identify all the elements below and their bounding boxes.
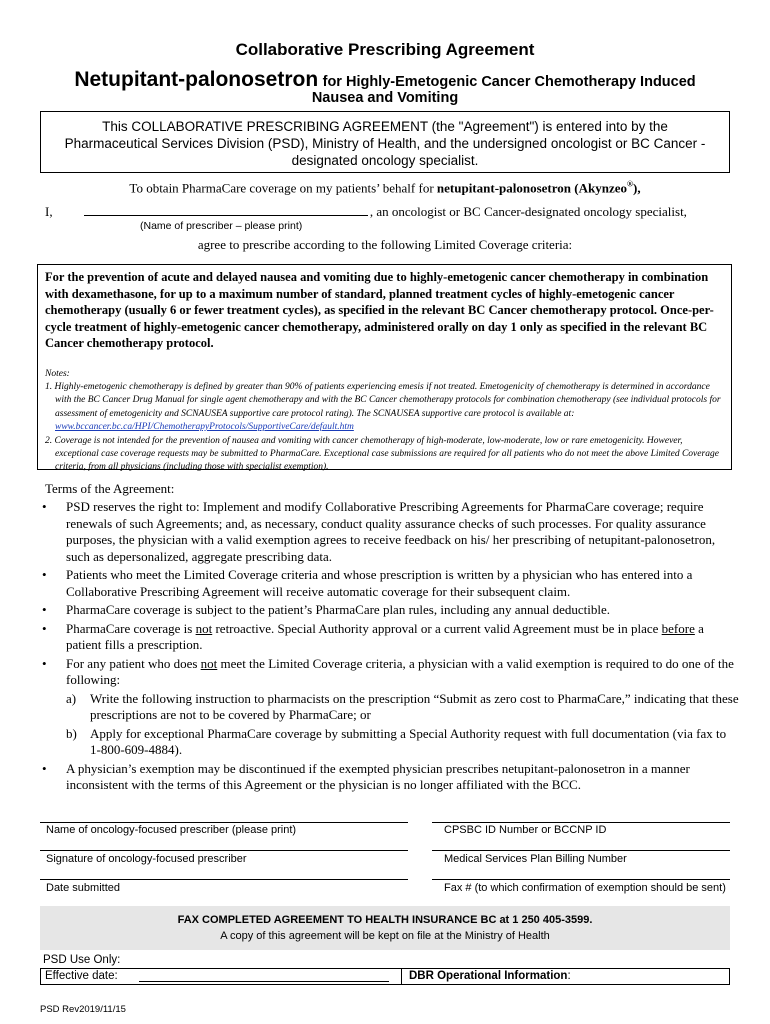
term-5-option-b (40, 726, 740, 759)
option-b-text: Apply for exceptional PharmaCare coverage by submitting a Special Authority request with full documentation (via fax to 1-800-609-4884). (90, 725, 727, 757)
dbr-colon: : (567, 970, 571, 982)
notes-section (45, 368, 724, 475)
drug-name: Netupitant-palonosetron (74, 68, 319, 91)
term-1: • PSD reserves the right to: Implement and modify Collaborative Prescribing Agreements for PharmaCare coverage; require renewals of such Agreements; and, as necessary, conduct quality assurance checks of such processes. For quality assurance purposes, the physician with a valid exemption agrees to receive feedback on his/ her prescribing of netupitant-palonosetron, such as depersonalized, aggregate prescribing data. (40, 499, 740, 565)
note-1 (45, 381, 724, 435)
prescriber-name-line[interactable] (40, 822, 408, 823)
psd-divider (401, 969, 402, 984)
agree-statement: agree to prescribe according to the following Limited Coverage criteria: (197, 237, 573, 252)
criteria-box (37, 264, 732, 473)
terms-heading: Terms of the Agreement: (45, 481, 175, 496)
date-submitted-label: Date submitted (46, 882, 120, 894)
revision-footer: PSD Rev2019/11/15 (40, 1004, 126, 1015)
signature-label: Signature of oncology-focused prescriber (46, 853, 247, 865)
fax-number-label: Fax # (to which confirmation of exemption should be sent) (444, 882, 726, 894)
term-6: • A physician’s exemption may be discontinued if the exempted physician prescribes netupitant-palonosetron in a manner inconsistent with the terms of this Agreement or the physician is no longer affiliated with the BCC. (40, 761, 740, 794)
psd-use-row (40, 968, 730, 985)
term-4-before: before (661, 620, 695, 636)
term-3: • PharmaCare coverage is subject to the patient’s PharmaCare plan rules, including any annual deductible. (40, 602, 740, 619)
cpsbc-id-label: CPSBC ID Number or BCCNP ID (444, 824, 607, 836)
note-1-text: 1. Highly-emetogenic chemotherapy is defined by greater than 90% of patients experiencing emesis if not treated. Emetogenicity of chemotherapy is determined in accordance with the BC Cancer Drug Manual for single agent chemotherapy and with the BC Cancer chemotherapy protocols for combination chemotherapy (see individual protocols for assessment of emetogenicity and SCNAUSEA supportive care protocol rating). The SCNAUSEA supportive care protocol is available at: (45, 381, 721, 419)
i-label: I, (45, 204, 53, 219)
prescriber-name-field[interactable] (84, 204, 368, 216)
fax-instruction-box (40, 906, 730, 950)
term-4-c: a patient fills a prescription. (66, 620, 704, 652)
term-2: • Patients who meet the Limited Coverage criteria and whose prescription is written by a physician who has entered into a Collaborative Prescribing Agreement will receive automatic coverage for their subsequent claim. (40, 567, 740, 600)
cpsbc-id-line[interactable] (432, 822, 730, 823)
intro-box (40, 111, 730, 173)
intro-text: This COLLABORATIVE PRESCRIBING AGREEMENT (the "Agreement") is entered into by the Pharmaceutical Services Division (PSD), Ministry of Health, and the undersigned oncologist or BC Cancer -designated oncology specialist. (64, 119, 706, 168)
document-subtitle (0, 68, 770, 92)
coverage-prefix: To obtain PharmaCare coverage on my patients’ behalf for (129, 180, 437, 196)
term-5-option-a (40, 691, 740, 724)
term-4-not: not (195, 620, 213, 636)
terms-list (40, 499, 740, 796)
msp-billing-line[interactable] (432, 850, 730, 851)
term-4 (40, 621, 740, 654)
msp-billing-label: Medical Services Plan Billing Number (444, 853, 627, 865)
registered-mark: ® (627, 180, 633, 189)
term-5 (40, 656, 740, 689)
fax-copy-note: A copy of this agreement will be kept on file at the Ministry of Health (220, 930, 550, 942)
effective-date-field[interactable] (139, 981, 389, 982)
coverage-drug: netupitant-palonosetron (Akynzeo (436, 180, 627, 196)
scnausea-protocol-link[interactable]: www.bccancer.bc.ca/HPI/ChemotherapyProtocols/SupportiveCare/default.htm (55, 422, 354, 433)
signature-line[interactable] (40, 850, 408, 851)
fax-instruction: FAX COMPLETED AGREEMENT TO HEALTH INSURANCE BC at 1 250 405-3599. (177, 914, 593, 926)
document-title: Collaborative Prescribing Agreement (235, 40, 535, 59)
prescriber-field-label: (Name of prescriber – please print) (140, 220, 303, 232)
term-5-a: For any patient who does (66, 655, 201, 671)
effective-date-label: Effective date: (45, 970, 118, 982)
notes-heading: Notes: (45, 368, 70, 379)
option-b-label: b) (66, 725, 77, 741)
term-4-a: PharmaCare coverage is (66, 620, 196, 636)
prescriber-name-label: Name of oncology-focused prescriber (please print) (46, 824, 297, 836)
limited-coverage-criteria: For the prevention of acute and delayed nausea and vomiting due to highly-emetogenic cancer chemotherapy in combination with dexamethasone, for up to a maximum number of standard, planned treatment cycles of highly-emetogenic cancer chemotherapy (usually 6 or fewer treatment cycles), as specified in the relevant BC Cancer chemotherapy protocol. Once-per-cycle treatment of highly-emetogenic cancer chemotherapy, administered orally on day 1 only as specified in the relevant BC Cancer chemotherapy protocol. (45, 270, 714, 350)
term-5-not: not (200, 655, 218, 671)
fax-number-line[interactable] (432, 879, 730, 880)
prescriber-role-text: , an oncologist or BC Cancer-designated oncology specialist, (369, 204, 687, 219)
option-a-text: Write the following instruction to pharmacists on the prescription “Submit as zero cost to PharmaCare,” indicating that these prescriptions are not to be covered by PharmaCare; or (90, 690, 739, 722)
prescriber-line (45, 204, 687, 220)
option-a-label: a) (66, 690, 77, 706)
note-2: 2. Coverage is not intended for the prevention of nausea and vomiting with cancer chemotherapy of high-moderate, low-moderate, low or rare emetogenicity. However, exceptional case coverage requests may be submitted to PharmaCare. Exceptional case submissions are required for all patients who do not meet the above Limited Coverage criteria, from all physicians (including those with specialist exemption). (45, 435, 719, 473)
term-4-b: retroactive. Special Authority approval or a current valid Agreement must be in place (212, 620, 662, 636)
date-submitted-line[interactable] (40, 879, 408, 880)
subtitle-part: for Highly-Emetogenic Cancer Chemotherapy Induced (322, 74, 696, 90)
term-5-b: meet the Limited Coverage criteria, a physician with a valid exemption is required to do one of the following: (66, 655, 734, 687)
dbr-operational-label (409, 970, 571, 982)
subtitle-line2: Nausea and Vomiting (311, 90, 459, 106)
coverage-statement (0, 180, 770, 196)
coverage-suffix: ), (632, 180, 641, 196)
psd-use-only-label: PSD Use Only: (43, 954, 121, 966)
dbr-text: DBR Operational Information (409, 970, 568, 982)
